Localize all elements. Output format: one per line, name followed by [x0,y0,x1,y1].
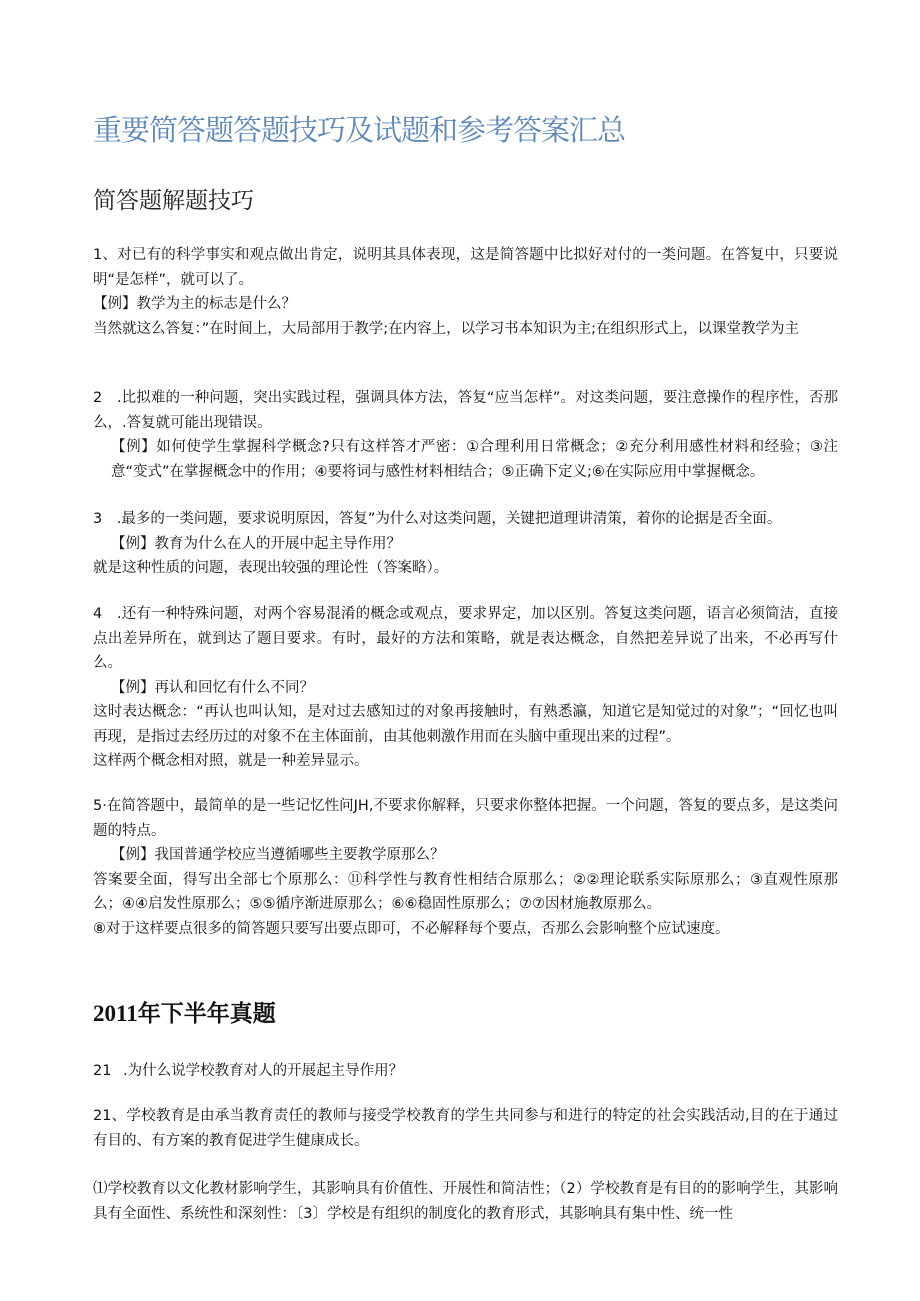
tip-4-example: 【例】再认和回忆有什么不同？ [111,679,314,696]
tip-4-text: 4 .还有一种特殊问题，对两个容易混淆的概念或观点，要求界定，加以区别。答复这类问题，语言必须简洁，直接点出差异所在，就到达了题目要求。有时，最好的方法和策略，就是表达概念，自然把差异说了出来，不必再写什么。 [93,606,838,671]
tip-5-text: 5·在简答题中，最简单的是一些记忆性问JH,不要求你解释，只要求你整体把握。一个问题，答复的要点多，是这类问题的特点。 [93,798,838,839]
tip-4-answer: 这时表达概念：“再认也叫认知，是对过去感知过的对象再接触时，有熟悉瀛，知道它是知觉过的对象”；“回忆也叫再现，是指过去经历过的对象不在主体面前，由其他刺激作用而在头脑中重现出来的过程”。 [93,704,838,745]
tip-4-conclusion: 这样两个概念相对照，就是一种差异显示。 [93,753,369,769]
tip-1-text: 1、对已有的科学事实和观点做出肯定，说明其具体表现，这是简答题中比拟好对付的一类问题。在答复中，只要说明“是怎样”，就可以了。 [93,247,838,288]
question-21 [93,1059,838,1084]
tip-5-answer: 答案要全面，得写出全部七个原那么：⑪科学性与教育性相结合原那么；②②理论联系实际原那么；③直观性原那么；④④启发性原那么；⑤⑤循序渐进原那么；⑥⑥稳固性原那么；⑦⑦因材施教原那么。 [93,871,838,912]
section-heading: 简答题解题技巧 [93,188,254,214]
tip-3-text: 3 .最多的一类问题，要求说明原因，答复”为什么对这类问题，关键把道理讲清策，着你的论据是否全面。 [93,511,782,527]
question-number: 21 [93,1063,112,1079]
answer-points-text: ⑴学校教育以文化教材影响学生，其影响具有价值性、开展性和简洁性；（2）学校教育是有目的的影响学生，其影响具有全面性、系统性和深刻性：〔3〕学校是有组织的制度化的教育形式，其影响具有集中性、统一性 [93,1181,838,1222]
tip-3-note: 就是这种性质的问题，表现出较强的理论性（答案略）。 [93,560,449,576]
question-text: .为什么说学校教育对人的开展起主导作用？ [123,1063,404,1079]
tip-2-example: 【例】如何使学生掌握科学概念?只有这样答才严密：①合理利用日常概念；②充分利用感性材料和经验；③注意“变式”在掌握概念中的作用；④要将词与感性材料相结合；⑤正确下定义;⑥在实际应用中掌握概念。 [111,439,838,480]
answer-21-points [93,1177,838,1226]
tip-1-example: 【例】教学为主的标志是什么？ [93,296,296,312]
tip-2 [93,386,838,484]
tip-4 [93,602,838,774]
tip-5-example: 【例】我国普通学校应当遵循哪些主要教学原那么？ [111,847,445,863]
year-heading: 2011年下半年真题 [93,1001,276,1026]
tip-1-answer: 当然就这么答复：”在时间上，大局部用于教学;在内容上，以学习书本知识为主;在组织形式上，以课堂教学为主 [93,320,800,337]
document-title: 重要简答题答题技巧及试题和参考答案汇总 [93,113,626,147]
tip-3-example: 【例】教育为什么在人的开展中起主导作用？ [111,535,401,552]
tip-2-text: 2 .比拟难的一种问题，突出实践过程，强调具体方法，答复“应当怎样”。对这类问题，要注意操作的程序性，否那么，.答复就可能出现错误。 [93,390,838,431]
tip-5-note: ⑧对于这样要点很多的简答题只要写出要点即可，不必解释每个要点，否那么会影响整个应试速度。 [93,920,730,937]
answer-intro-text: 21、学校教育是由承当教育责任的教师与接受学校教育的学生共同参与和进行的特定的社会实践活动,目的在于通过有目的、有方案的教育促进学生健康成长。 [93,1108,838,1149]
tip-5 [93,794,838,941]
tip-3 [93,507,838,581]
tip-1 [93,243,838,341]
answer-21-intro [93,1104,838,1153]
